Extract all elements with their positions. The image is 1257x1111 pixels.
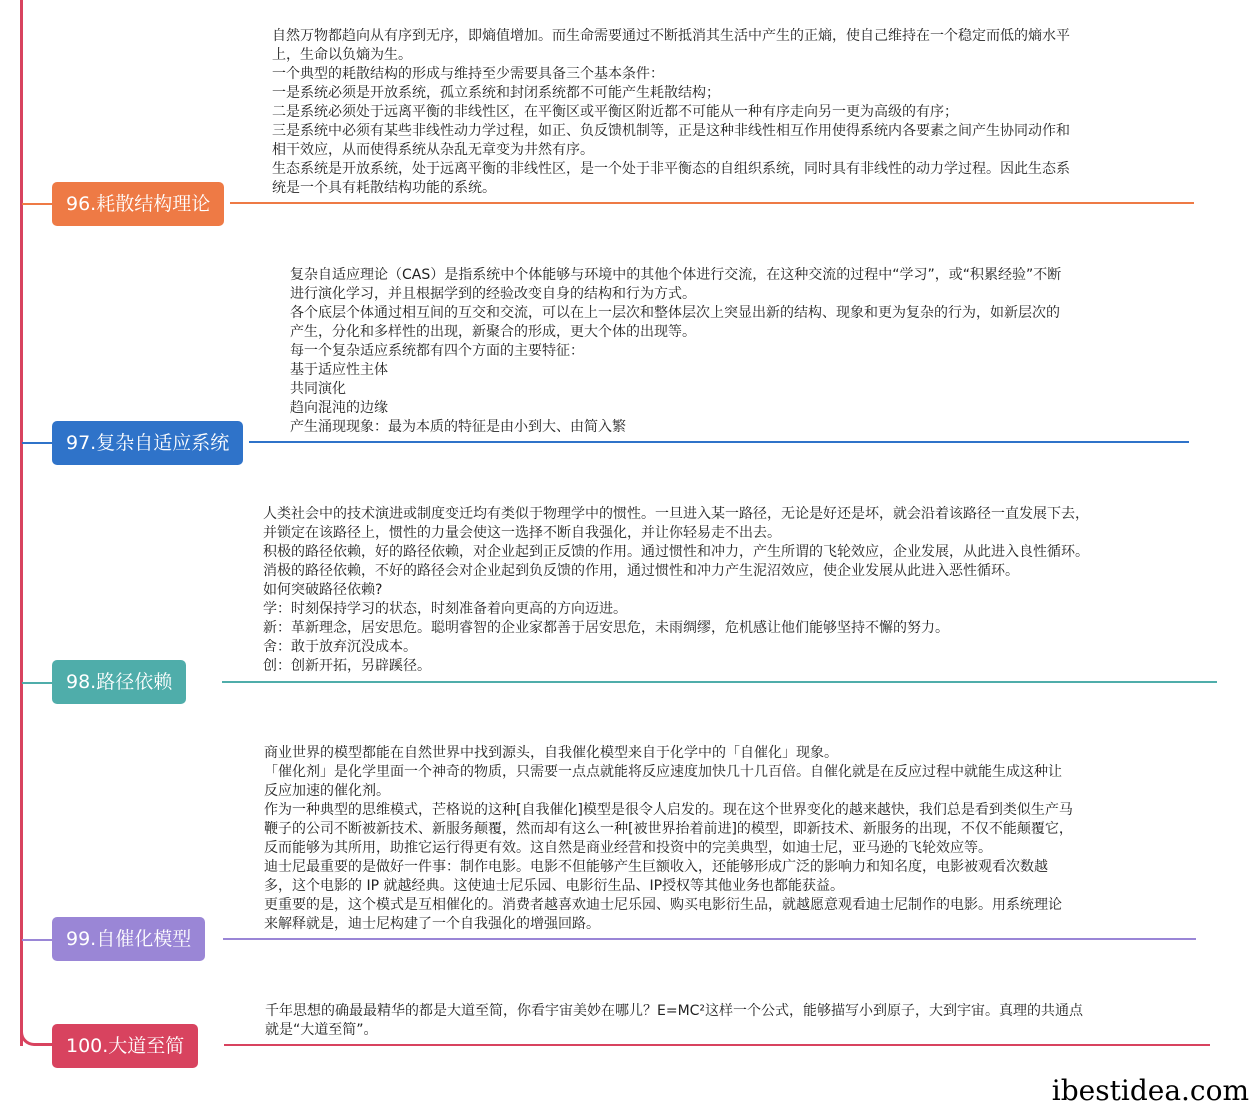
note-line: 各个底层个体通过相互间的互交和交流，可以在上一层次和整体层次上突显出新的结构、现象和更为复杂的行为，如新层次的 [290, 305, 1060, 321]
branch-98-node[interactable]: 98.路径依赖 [52, 660, 186, 704]
note-line: 复杂自适应理论（CAS）是指系统中个体能够与环境中的其他个体进行交流，在这种交流的过程中“学习”，或“积累经验”不断 [290, 267, 1062, 283]
note-line: 作为一种典型的思维模式，芒格说的这种[自我催化]模型是很令人启发的。现在这个世界变化的越来越快，我们总是看到类似生产马 [264, 802, 1073, 818]
note-line: 舍：敢于放弃沉没成本。 [263, 639, 417, 655]
note-line: 产生，分化和多样性的出现，新聚合的形成，更大个体的出现等。 [290, 324, 696, 340]
note-line: 统是一个具有耗散结构功能的系统。 [272, 180, 496, 196]
note-line: 并锁定在该路径上，惯性的力量会使这一选择不断自我强化，并让你轻易走不出去。 [263, 525, 781, 541]
note-line: 共同演化 [290, 381, 346, 397]
branch-100-note [265, 1002, 1083, 1040]
note-line: 千年思想的确最最精华的都是大道至简，你看宇宙美妙在哪儿？E=MC²这样一个公式，能够描写小到原子，大到宇宙。真理的共通点 [265, 1003, 1084, 1019]
mindmap-trunk [20, 0, 23, 1046]
branch-97-note [290, 266, 1061, 437]
branch-98-underline [222, 681, 1217, 683]
note-line: 每一个复杂适应系统都有四个方面的主要特征： [290, 343, 584, 359]
note-line: 积极的路径依赖，好的路径依赖，对企业起到正反馈的作用。通过惯性和冲力，产生所谓的飞轮效应，企业发展，从此进入良性循环。 [263, 544, 1089, 560]
note-line: 消极的路径依赖，不好的路径会对企业起到负反馈的作用，通过惯性和冲力产生泥沼效应，使企业发展从此进入恶性循环。 [263, 563, 1019, 579]
note-line: 「催化剂」是化学里面一个神奇的物质，只需要一点点就能将反应速度加快几十几百倍。自催化就是在反应过程中就能生成这种让 [264, 764, 1062, 780]
note-line: 商业世界的模型都能在自然世界中找到源头，自我催化模型来自于化学中的「自催化」现象。 [264, 745, 838, 761]
note-line: 如何突破路径依赖? [263, 582, 383, 598]
note-line: 迪士尼最重要的是做好一件事：制作电影。电影不但能够产生巨额收入，还能够形成广泛的影响力和知名度，电影被观看次数越 [264, 859, 1048, 875]
note-line: 反而能够为其所用，助推它运行得更有效。这自然是商业经营和投资中的完美典型，如迪士尼，亚马逊的飞轮效应等。 [264, 840, 992, 856]
branch-96-underline [230, 202, 1194, 204]
branch-97-underline [249, 441, 1189, 443]
note-line: 相干效应，从而使得系统从杂乱无章变为井然有序。 [272, 142, 594, 158]
note-line: 创：创新开拓，另辟蹊径。 [263, 658, 431, 674]
note-line: 趋向混沌的边缘 [290, 400, 388, 416]
note-line: 鞭子的公司不断被新技术、新服务颠覆，然而却有这么一种[被世界抬着前进]的模型，即新技术、新服务的出现，不仅不能颠覆它， [264, 821, 1073, 837]
branch-98-note [263, 505, 1089, 676]
note-line: 上，生命以负熵为生。 [272, 47, 412, 63]
site-watermark: ibestidea.com [1051, 1074, 1249, 1107]
branch-99-connector [22, 939, 54, 941]
branch-100-underline [224, 1044, 1210, 1046]
note-line: 反应加速的催化剂。 [264, 783, 390, 799]
note-line: 来解释就是，迪士尼构建了一个自我强化的增强回路。 [264, 916, 600, 932]
branch-99-note [264, 744, 1073, 934]
note-line: 更重要的是，这个模式是互相催化的。消费者越喜欢迪士尼乐园、购买电影衍生品，就越愿意观看迪士尼制作的电影。用系统理论 [264, 897, 1062, 913]
note-line: 自然万物都趋向从有序到无序，即熵值增加。而生命需要通过不断抵消其生活中产生的正熵，使自己维持在一个稳定而低的熵水平 [272, 28, 1070, 44]
branch-96-node[interactable]: 96.耗散结构理论 [52, 182, 224, 226]
note-line: 二是系统必须处于远离平衡的非线性区，在平衡区或平衡区附近都不可能从一种有序走向另一更为高级的有序； [272, 104, 958, 120]
note-line: 产生涌现现象：最为本质的特征是由小到大、由简入繁 [290, 419, 626, 435]
note-line: 生态系统是开放系统，处于远离平衡的非线性区，是一个处于非平衡态的自组织系统，同时具有非线性的动力学过程。因此生态系 [272, 161, 1070, 177]
branch-98-connector [22, 682, 54, 684]
branch-97-node[interactable]: 97.复杂自适应系统 [52, 421, 243, 465]
note-line: 三是系统中必须有某些非线性动力学过程，如正、负反馈机制等，正是这种非线性相互作用使得系统内各要素之间产生协同动作和 [272, 123, 1070, 139]
branch-97-connector [22, 442, 54, 444]
note-line: 就是“大道至简”。 [265, 1022, 378, 1038]
mindmap-trunk-curve [20, 1026, 56, 1046]
branch-100-node[interactable]: 100.大道至简 [52, 1024, 198, 1068]
note-line: 学：时刻保持学习的状态，时刻准备着向更高的方向迈进。 [263, 601, 627, 617]
note-line: 基于适应性主体 [290, 362, 388, 378]
note-line: 新：革新理念，居安思危。聪明睿智的企业家都善于居安思危，未雨绸缪，危机感让他们能够坚持不懈的努力。 [263, 620, 949, 636]
note-line: 一是系统必须是开放系统，孤立系统和封闭系统都不可能产生耗散结构； [272, 85, 720, 101]
note-line: 进行演化学习，并且根据学到的经验改变自身的结构和行为方式。 [290, 286, 696, 302]
branch-99-underline [223, 938, 1196, 940]
branch-96-connector [22, 203, 54, 205]
branch-99-node[interactable]: 99.自催化模型 [52, 917, 205, 961]
branch-96-note [272, 27, 1070, 198]
note-line: 人类社会中的技术演进或制度变迁均有类似于物理学中的惯性。一旦进入某一路径，无论是好还是坏，就会沿着该路径一直发展下去， [263, 506, 1089, 522]
note-line: 一个典型的耗散结构的形成与维持至少需要具备三个基本条件： [272, 66, 664, 82]
note-line: 多，这个电影的 IP 就越经典。这使迪士尼乐园、电影衍生品、IP授权等其他业务也都能获益。 [264, 878, 845, 894]
